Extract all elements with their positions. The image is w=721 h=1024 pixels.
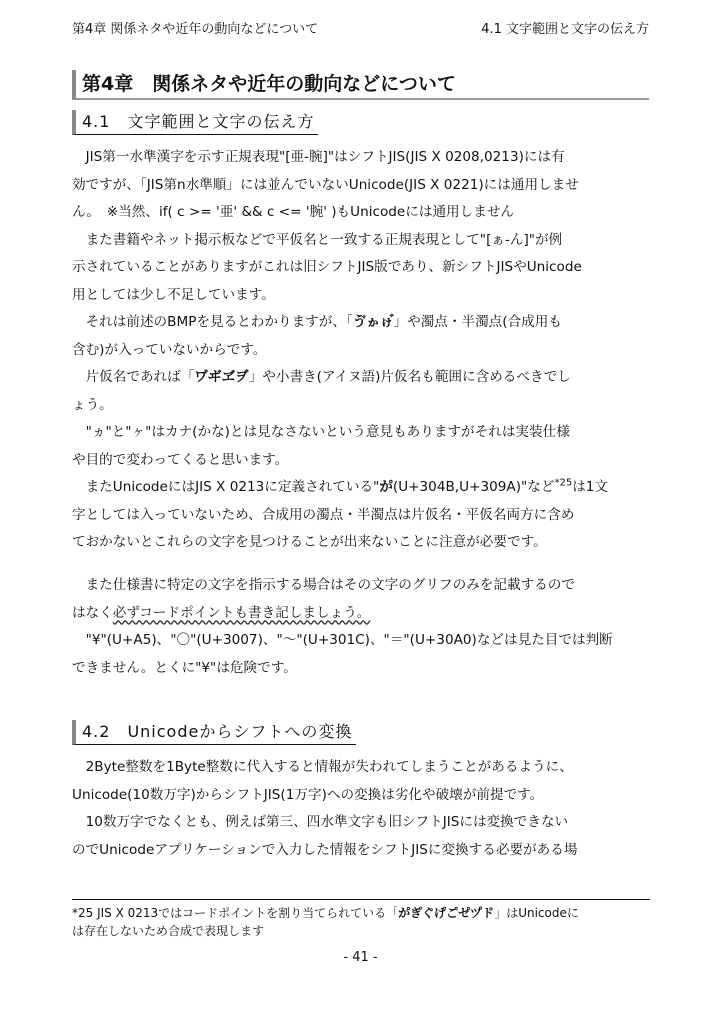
text-run: それは前述のBMPを見るとわかりますが、「 [72,314,353,330]
text-run: *25 JIS X 0213ではコードポイントを割り当てられている「 [72,906,399,920]
bold-kana: か゚き゚く゚け゚こ゚セ゚ツ゚ト゚ [398,906,495,920]
paragraph-line: ょう。 [72,396,113,413]
footnote-marker: *25 [554,477,573,489]
footnote [72,904,652,940]
paragraph-line: また仕様書に特定の文字を指示する場合はその文字のグリフのみを記載するので [72,577,575,593]
wavy-underlined-text: 必ずコードポイントも書き記しましょう。 [112,604,371,621]
bold-kana: ゔゕゖ゙ [352,314,394,330]
paragraph-line: 字としては入っていないため、合成用の濁点・半濁点は片仮名・平仮名両方に含め [72,506,575,523]
paragraph-line: 2Byte整数を1Byte整数に代入すると情報が失われてしまうことがあるように、 [72,759,573,775]
paragraph-line [72,474,652,502]
paragraph-line: できません。とくに"¥"は危険です。 [72,659,297,676]
paragraph-line: 効ですが、「JIS第n水準順」には並んでいないUnicode(JIS X 0221)には通用しませ [72,176,579,193]
running-header-chapter: 第4章 関係ネタや近年の動向などについて [72,22,319,37]
paragraph-line: のでUnicodeアプリケーションで入力した情報をシフトJISに変換する必要がある場 [72,841,578,858]
paragraph-line: "¥"(U+A5)、"〇"(U+3007)、"～"(U+301C)、"＝"(U+30A0)などは見た目では判断 [72,632,613,648]
bold-kana: ヷヸヹヺ [194,369,249,385]
text-run: 」はUnicodeに [494,906,579,920]
running-header-section: 4.1 文字範囲と文字の伝え方 [481,22,649,37]
paragraph-line: ておかないとこれらの文字を見つけることが出来ないことに注意が必要です。 [72,534,547,550]
paragraph-line: ん。 ※当然、if( c >= '亜' && c <= '腕' )もUnicodeには通用しません [72,204,515,220]
section-4-1-body-continued [72,572,652,682]
section-4-2-body [72,754,652,864]
chapter-title: 第4章 関係ネタや近年の動向などについて [72,70,649,100]
paragraph-line [72,364,652,392]
text-run: (U+304B,U+309A)"など [392,479,555,495]
footnote-line: は存在しないため合成で表現します [72,924,265,938]
section-title-4-2: 4.2 Unicodeからシフトへの変換 [72,720,356,745]
section-4-1-body [72,144,652,557]
paragraph-line: 含む)が入っていないからです。 [72,341,267,358]
paragraph-line: 示されていることがありますがこれは旧シフトJIS版であり、新シフトJISやUnicode [72,259,582,275]
text-run: 」や濁点・半濁点(合成用も [393,314,562,330]
text-run: はなく [72,604,113,621]
text-run: 片仮名であれば「 [72,369,195,385]
paragraph-line: また書籍やネット掲示板などで平仮名と一致する正規表現として"[ぁ-ん]"が例 [72,231,563,248]
page-number: - 41 - [343,950,378,965]
text-run: 」や小書き(アイヌ語)片仮名も範囲に含めるべきでし [248,369,571,385]
paragraph-line [72,309,652,337]
bold-kana: か゚ [379,479,393,495]
paragraph-line: 用としては少し不足しています。 [72,286,275,303]
footnote-divider [72,899,650,900]
paragraph-line: や目的で変わってくると思います。 [72,451,289,468]
text-run: またUnicodeにはJIS X 0213に定義されている" [72,479,380,495]
paragraph-line: JIS第一水準漢字を示す正規表現"[亜-腕]"はシフトJIS(JIS X 0208,0213)には有 [72,149,565,165]
paragraph-line: "ヵ"と"ヶ"はカナ(かな)とは見なさないという意見もありますがそれは実装仕様 [72,424,570,440]
paragraph-line [72,600,652,628]
section-title-4-1: 4.1 文字範囲と文字の伝え方 [72,110,318,135]
running-header [72,20,649,40]
paragraph-line: 10数万字でなくとも、例えば第三、四水準文字も旧シフトJISには変換できない [72,814,569,830]
text-run: は1文 [572,479,609,495]
paragraph-line: Unicode(10数万字)からシフトJIS(1万字)への変換は劣化や破壊が前提です。 [72,786,544,803]
footnote-line [72,904,652,922]
